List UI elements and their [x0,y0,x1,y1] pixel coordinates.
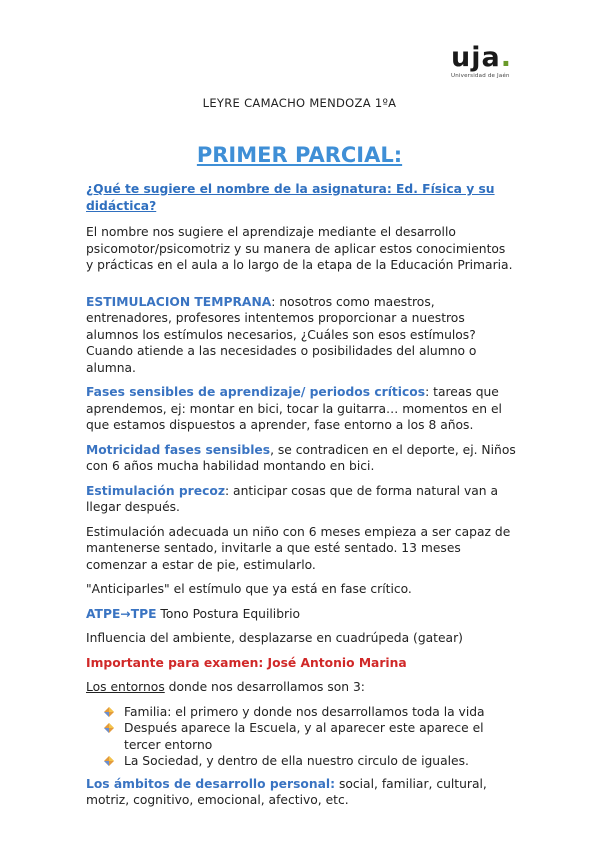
logo-subtitle: Universidad de Jaén [451,73,510,79]
influencia-paragraph: Influencia del ambiente, desplazarse en cuadrúpeda (gatear) [86,631,463,645]
motricidad-text: , se contradicen en el deporte, ej. Niños con 6 años mucha habilidad montando en bici. [86,442,516,473]
fases-paragraph [86,384,516,434]
precoz-text: : anticipar cosas que de forma natural van a llegar después. [86,483,499,514]
motricidad-term: Motricidad fases sensibles [86,442,271,457]
precoz-term: Estimulación precoz [86,483,225,498]
question-heading: ¿Qué te sugiere el nombre de la asignatura: Ed. Física y su didáctica? [86,182,495,213]
fases-term: Fases sensibles de aprendizaje/ periodos críticos [86,385,426,399]
arrow-icon: → [120,606,131,621]
bullet-icon [104,756,114,766]
entornos-list [86,704,516,770]
atpe-text: Tono Postura Equilibrio [156,606,301,621]
list-item: Después aparece la Escuela, y al aparecer este aparece el tercer entorno [104,720,516,753]
motricidad-paragraph [86,442,516,475]
bullet-icon [104,707,114,717]
tpe-term: TPE [130,606,157,621]
ambitos-term: Los ámbitos de desarrollo personal: [86,776,336,791]
anticiparles-paragraph: "Anticiparles" el estímulo que ya está en fase crítico. [86,582,412,596]
entornos-term: Los entornos [86,680,165,694]
document-body [86,181,516,817]
estimulacion-text: : nosotros como maestros, entrenadores, profesores intentemos proporcionar a nuestros alumnos los estímulos necesarios, ¿Cuáles son esos estímulos? Cuando atiende a las necesidades o posibilidades del alumno o alumna. [86,294,477,375]
estimulacion-paragraph [86,294,516,377]
atpe-line [86,606,516,623]
fases-text: : tareas que aprendemos, ej: montar en bici, tocar la guitarra… momentos en el que estamos dispuestos a aprender, fase entorno a los 8 años. [86,385,502,432]
list-item: La Sociedad, y dentro de ella nuestro circulo de iguales. [104,753,516,770]
precoz-paragraph [86,483,516,516]
logo-mark: uja [451,42,501,73]
list-item: Familia: el primero y donde nos desarrollamos toda la vida [104,704,516,721]
adecuada-paragraph: Estimulación adecuada un niño con 6 meses empieza a ser capaz de mantenerse sentado, invitarle a que esté sentado. 13 meses comenzar a estar de pie, estimularlo. [86,524,511,572]
logo-dot: . [500,42,512,73]
entornos-text: donde nos desarrollamos son 3: [164,680,365,694]
importante-note: Importante para examen: José Antonio Marina [86,655,407,670]
university-logo [451,44,521,84]
author-line: LEYRE CAMACHO MENDOZA 1ºA [202,96,397,110]
bullet-icon [104,723,114,733]
entornos-paragraph [86,679,516,696]
page-title: PRIMER PARCIAL: [196,143,403,167]
intro-paragraph: El nombre nos sugiere el aprendizaje mediante el desarrollo psicomotor/psicomotriz y su manera de aplicar estos conocimientos y prácticas en el aula a lo largo de la etapa de la Educación Primaria. [86,225,513,272]
ambitos-text: social, familiar, cultural, motriz, cognitivo, emocional, afectivo, etc. [86,776,487,807]
estimulacion-term: ESTIMULACION TEMPRANA [86,294,272,309]
atpe-term: ATPE [86,606,121,621]
ambitos-paragraph [86,776,516,809]
